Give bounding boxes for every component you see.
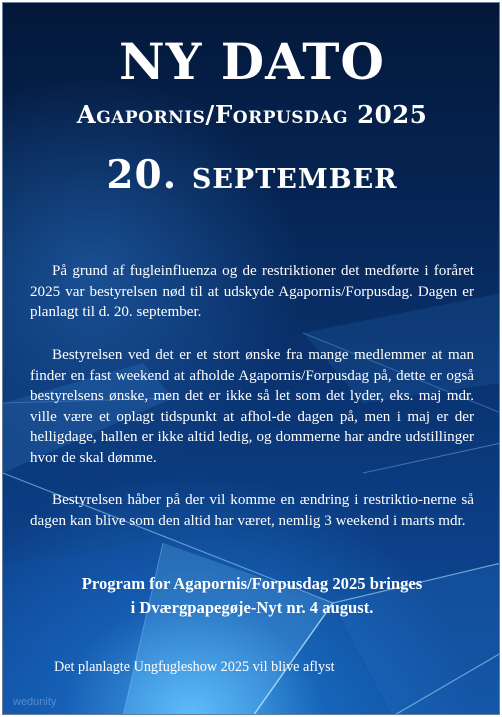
event-name: Agapornis/Forpusdag 2025 [76,100,428,129]
event-date: 20. september [106,152,398,198]
paragraph-restrictions-hope: Bestyrelsen håber på der vil komme en ændring i restriktio-nerne så dagen kan blive som den altid har været, nemlig 3 weekend i marts mdr. [30,492,474,529]
program-announcement [15,572,489,620]
poster-title: NY DATO [119,32,385,91]
program-line-2: i Dværgpapegøje-Nyt nr. 4 august. [130,598,374,617]
paragraph-postponement: På grund af fugleinfluenza og de restriktioner det medførte i foråret 2025 var bestyrelsen nød til at udskyde Agapornis/Forpusdag. Dagen er planlagt til d. 20. september. [30,263,474,320]
watermark: wedunity [13,696,57,708]
program-line-1: Program for Agapornis/Forpusdag 2025 bringes [81,574,423,593]
poster [2,2,500,715]
paragraph-fixed-weekend: Bestyrelsen ved det er et stort ønske fra mange medlemmer at man finder en fast weekend at afholde Agapornis/Forpusdag på, dette er også bestyrelsens ønske, men det er ikke så let som det lyder, eks. maj mdr. ville være et oplagt tidspunkt at afhol-de dagen på, men i maj er der helligdage, hallen er ikke altid ledig, og dommerne har andre udstillinger hvor de skal dømme. [30,347,474,466]
footer-note: Det planlagte Ungfugleshow 2025 vil blive aflyst [54,659,335,675]
